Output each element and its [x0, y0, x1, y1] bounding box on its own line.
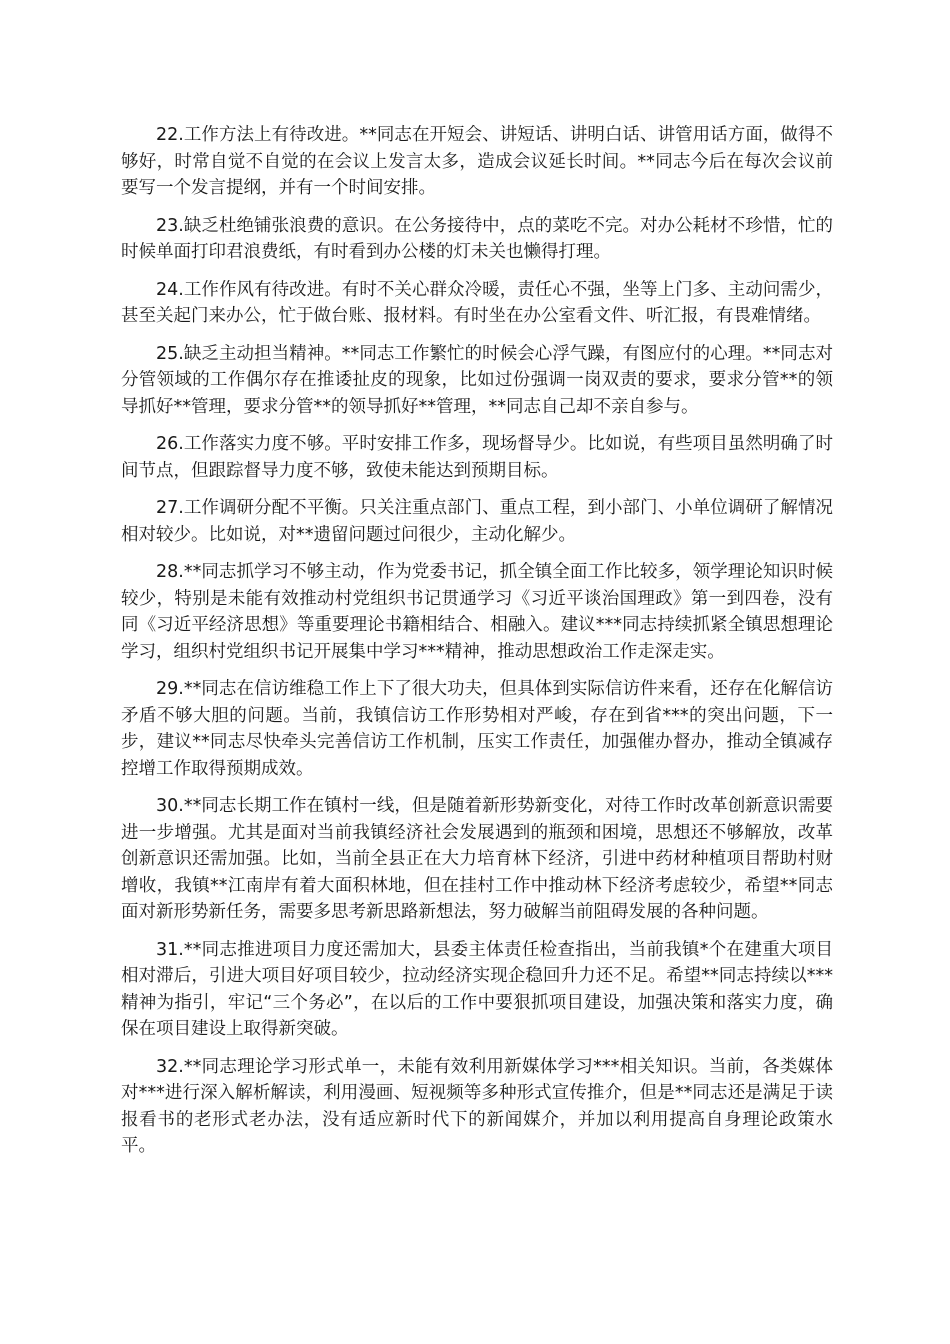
paragraph-28: 28.**同志抓学习不够主动，作为党委书记，抓全镇全面工作比较多，领学理论知识时候较少，特别是未能有效推动村党组织书记贯通学习《习近平谈治国理政》第一到四卷，没有同《习近平经济思想》等重要理论书籍相结合、相融入。建议***同志持续抓紧全镇思想理论学习，组织村党组织书记开展集中学习***精神，推动思想政治工作走深走实。	[121, 562, 833, 662]
paragraph-22: 22.工作方法上有待改进。**同志在开短会、讲短话、讲明白话、讲管用话方面，做得不够好，时常自觉不自觉的在会议上发言太多，造成会议延长时间。**同志今后在每次会议前要写一个发言提纲，并有一个时间安排。	[121, 125, 833, 198]
paragraph-25: 25.缺乏主动担当精神。**同志工作繁忙的时候会心浮气躁，有图应付的心理。**同志对分管领域的工作偶尔存在推诿扯皮的现象，比如过份强调一岗双责的要求，要求分管**的领导抓好**管理，要求分管**的领导抓好**管理，**同志自己却不亲自参与。	[121, 343, 833, 417]
paragraph-26: 26.工作落实力度不够。平时安排工作多，现场督导少。比如说，有些项目虽然明确了时间节点，但跟踪督导力度不够，致使未能达到预期目标。	[121, 434, 833, 481]
paragraph-24: 24.工作作风有待改进。有时不关心群众冷暖，责任心不强，坐等上门多、主动问需少，甚至关起门来办公，忙于做台账、报材料。有时坐在办公室看文件、听汇报，有畏难情绪。	[121, 279, 833, 326]
paragraph-31: 31.**同志推进项目力度还需加大，县委主体责任检查指出，当前我镇*个在建重大项目相对滞后，引进大项目好项目较少，拉动经济实现企稳回升力还不足。希望**同志持续以***精神为指引，牢记“三个务必”，在以后的工作中要狠抓项目建设，加强决策和落实力度，确保在项目建设上取得新突破。	[121, 939, 833, 1039]
document-body	[121, 122, 833, 1171]
paragraph-32: 32.**同志理论学习形式单一，未能有效利用新媒体学习***相关知识。当前，各类媒体对***进行深入解析解读，利用漫画、短视频等多种形式宣传推介，但是**同志还是满足于读报看书的老形式老办法，没有适应新时代下的新闻媒介，并加以利用提高自身理论政策水平。	[121, 1056, 833, 1156]
paragraph-30: 30.**同志长期工作在镇村一线，但是随着新形势新变化，对待工作时改革创新意识需要进一步增强。尤其是面对当前我镇经济社会发展遇到的瓶颈和困境，思想还不够解放，改革创新意识还需加强。比如，当前全县正在大力培育林下经济，引进中药材种植项目帮助村财增收，我镇**江南岸有着大面积林地，但在挂村工作中推动林下经济考虑较少，希望**同志面对新形势新任务，需要多思考新思路新想法，努力破解当前阻碍发展的各种问题。	[121, 796, 833, 922]
paragraph-27: 27.工作调研分配不平衡。只关注重点部门、重点工程，到小部门、小单位调研了解情况相对较少。比如说，对**遗留问题过问很少，主动化解少。	[121, 498, 833, 545]
paragraph-29: 29.**同志在信访维稳工作上下了很大功夫，但具体到实际信访件来看，还存在化解信访矛盾不够大胆的问题。当前，我镇信访工作形势相对严峻，存在到省***的突出问题，下一步，建议**同志尽快牵头完善信访工作机制，压实工作责任，加强催办督办，推动全镇减存控增工作取得预期成效。	[121, 679, 833, 779]
paragraph-23: 23.缺乏杜绝铺张浪费的意识。在公务接待中，点的菜吃不完。对办公耗材不珍惜，忙的时候单面打印君浪费纸，有时看到办公楼的灯未关也懒得打理。	[121, 215, 833, 262]
